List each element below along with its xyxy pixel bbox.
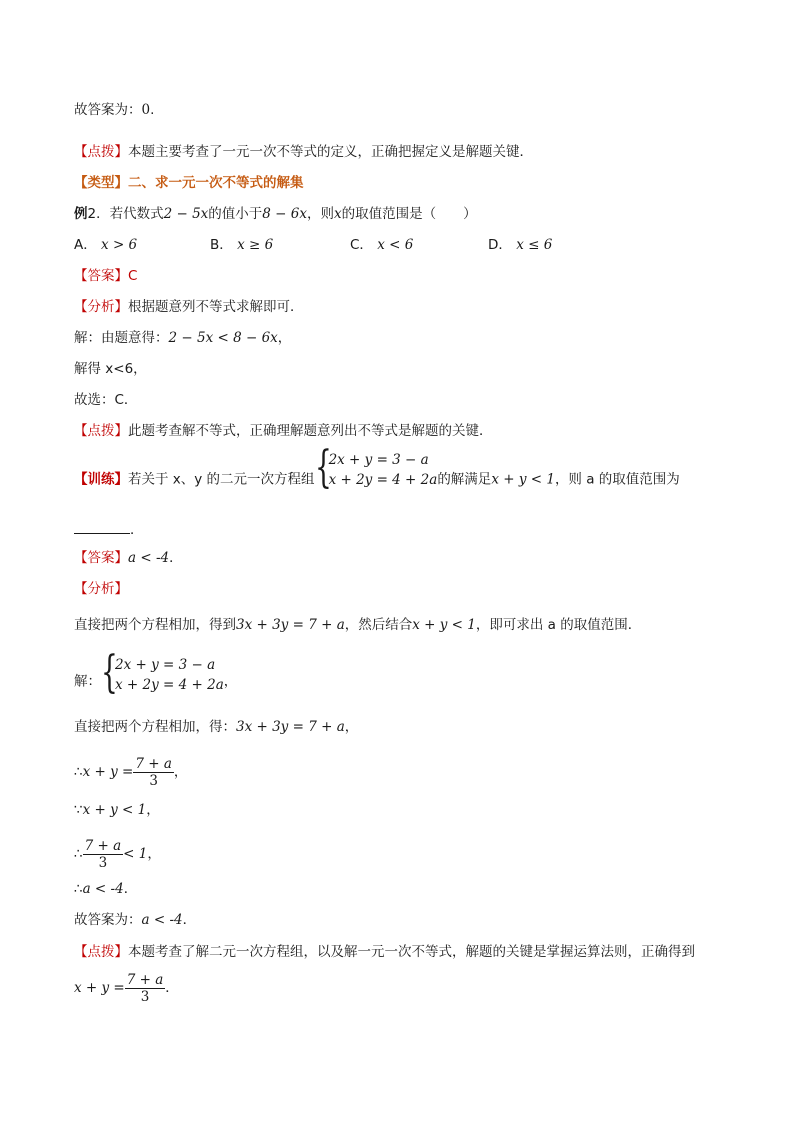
sum-equations: 直接把两个方程相加，得：3x + 3y = 7 + a， [74, 719, 359, 735]
answer-blank [74, 519, 130, 534]
solve-result: 解得 x<6， [74, 361, 147, 377]
options-row [74, 236, 694, 256]
analysis-line: 【分析】根据题意列不等式求解即可． [74, 299, 304, 315]
fraction-inequality: ∴ $\frac{7 + a}{3}$ < 1， [74, 837, 161, 871]
answer-c: 【答案】C [74, 268, 138, 284]
therefore-fraction: ∴x + y = $\frac{7 + a}{3}$ ， [74, 755, 188, 789]
hint-tag: 【点拨】 [74, 144, 128, 160]
hint-line-3: 【点拨】本题考查了解二元一次方程组，以及解一元一次不等式，解题的关键是掌握运算法则，正确得到 [74, 944, 695, 960]
result-a: ∴a < -4． [74, 881, 138, 897]
option-d[interactable]: D． x ≤ 6 [488, 237, 553, 253]
hint-line-1: 【点拨】本题主要考查了一元一次不等式的定义，正确把握定义是解题关键． [74, 144, 533, 160]
option-a[interactable]: A． x > 6 [74, 237, 138, 253]
because-line: ∵x + y < 1， [74, 802, 160, 818]
final-answer: 故答案为：a < -4． [74, 912, 197, 928]
hint-line-2: 【点拨】此题考查解不等式，正确理解题意列出不等式是解题的关键． [74, 423, 493, 439]
equation-system: { 2x + y = 3 − a x + 2y = 4 + 2a [314, 442, 438, 493]
solution-system: 解： { 2x + y = 3 − a x + 2y = 4 + 2a ， [74, 647, 238, 698]
hint-fraction: x + y = $\frac{7 + a}{3}$ ． [74, 971, 179, 1005]
training-analysis-tag: 【分析】 [74, 581, 128, 597]
type-tag: 【类型】 [74, 175, 128, 191]
option-b[interactable]: B． x ≥ 6 [210, 237, 274, 253]
option-c[interactable]: C． x < 6 [350, 237, 414, 253]
training-question: 【训练】若关于 x、y 的二元一次方程组 { 2x + y = 3 − a x + 2y = 4 + 2a 的解满足x + y < 1，则 a 的取值范围为 [74, 450, 680, 509]
training-answer: 【答案】a < -4． [74, 550, 183, 566]
fill-blank: ． [74, 519, 144, 539]
answer-line-1: 故答案为：0. [74, 102, 155, 118]
example-2-question: 例2．若代数式2 − 5x的值小于8 − 6x，则x的取值范围是（ ） [74, 206, 477, 222]
solution-line: 解：由题意得：2 − 5x < 8 − 6x， [74, 330, 292, 346]
analysis-text: 直接把两个方程相加，得到3x + 3y = 7 + a，然后结合x + y < 1，即可求出 a 的取值范围． [74, 617, 642, 633]
choose-line: 故选：C． [74, 392, 138, 408]
type-heading: 【类型】二、求一元一次不等式的解集 [74, 175, 304, 191]
